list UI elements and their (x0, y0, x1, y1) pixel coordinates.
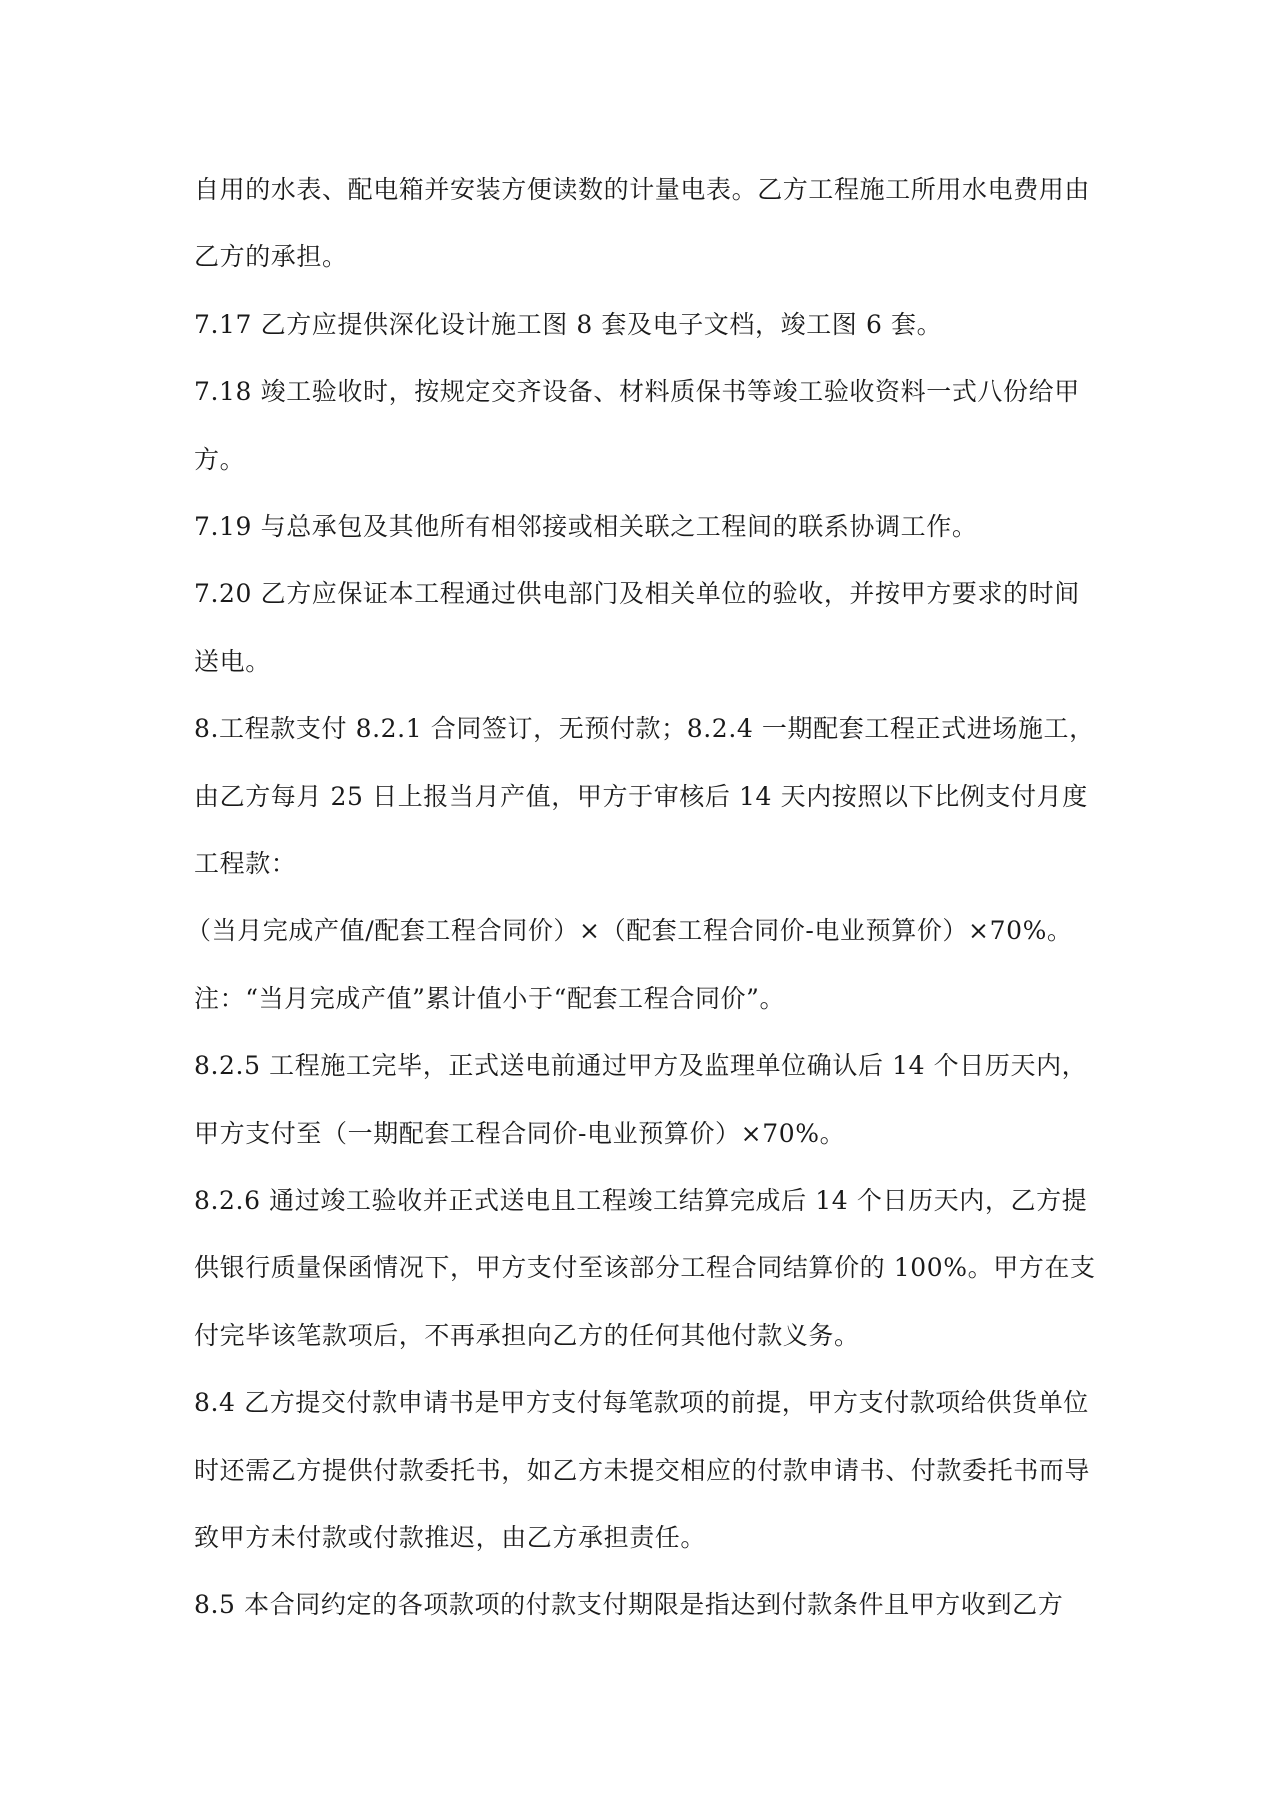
text-line: 供银行质量保函情况下，甲方支付至该部分工程合同结算价的 100%。甲方在支 (194, 1253, 1096, 1282)
text-line: 甲方支付至（一期配套工程合同价-电业预算价）×70%。 (194, 1119, 846, 1148)
text-line: 付完毕该笔款项后，不再承担向乙方的任何其他付款义务。 (194, 1321, 860, 1350)
text-line: 8.4 乙方提交付款申请书是甲方支付每笔款项的前提，甲方支付款项给供货单位 (194, 1388, 1089, 1417)
text-line: 由乙方每月 25 日上报当月产值，甲方于审核后 14 天内按照以下比例支付月度 (194, 782, 1088, 811)
text-line: 致甲方未付款或付款推迟，由乙方承担责任。 (194, 1523, 707, 1552)
text-line: 方。 (194, 445, 246, 474)
text-line: 8.2.6 通过竣工验收并正式送电且工程竣工结算完成后 14 个日历天内，乙方提 (194, 1186, 1088, 1215)
text-line: 8.5 本合同约定的各项款项的付款支付期限是指达到付款条件且甲方收到乙方 (194, 1590, 1064, 1619)
text-line: （当月完成产值/配套工程合同价）×（配套工程合同价-电业预算价）×70%。 (186, 916, 1073, 945)
text-line: 送电。 (194, 647, 271, 676)
text-line: 乙方的承担。 (194, 242, 348, 271)
text-line: 注：“当月完成产值”累计值小于“配套工程合同价”。 (194, 984, 786, 1013)
text-line: 自用的水表、配电箱并安装方便读数的计量电表。乙方工程施工所用水电费用由 (194, 175, 1091, 204)
text-line: 7.18 竣工验收时，按规定交齐设备、材料质保书等竣工验收资料一式八份给甲 (194, 377, 1080, 406)
text-line: 8.工程款支付 8.2.1 合同签订，无预付款；8.2.4 一期配套工程正式进场施工， (194, 714, 1095, 743)
text-line: 7.17 乙方应提供深化设计施工图 8 套及电子文档，竣工图 6 套。 (194, 310, 943, 339)
text-line: 7.19 与总承包及其他所有相邻接或相关联之工程间的联系协调工作。 (194, 512, 978, 541)
text-line: 7.20 乙方应保证本工程通过供电部门及相关单位的验收，并按甲方要求的时间 (194, 579, 1080, 608)
text-line: 工程款： (194, 849, 297, 878)
text-line: 8.2.5 工程施工完毕，正式送电前通过甲方及监理单位确认后 14 个日历天内， (194, 1051, 1088, 1080)
text-line: 时还需乙方提供付款委托书，如乙方未提交相应的付款申请书、付款委托书而导 (194, 1456, 1091, 1485)
